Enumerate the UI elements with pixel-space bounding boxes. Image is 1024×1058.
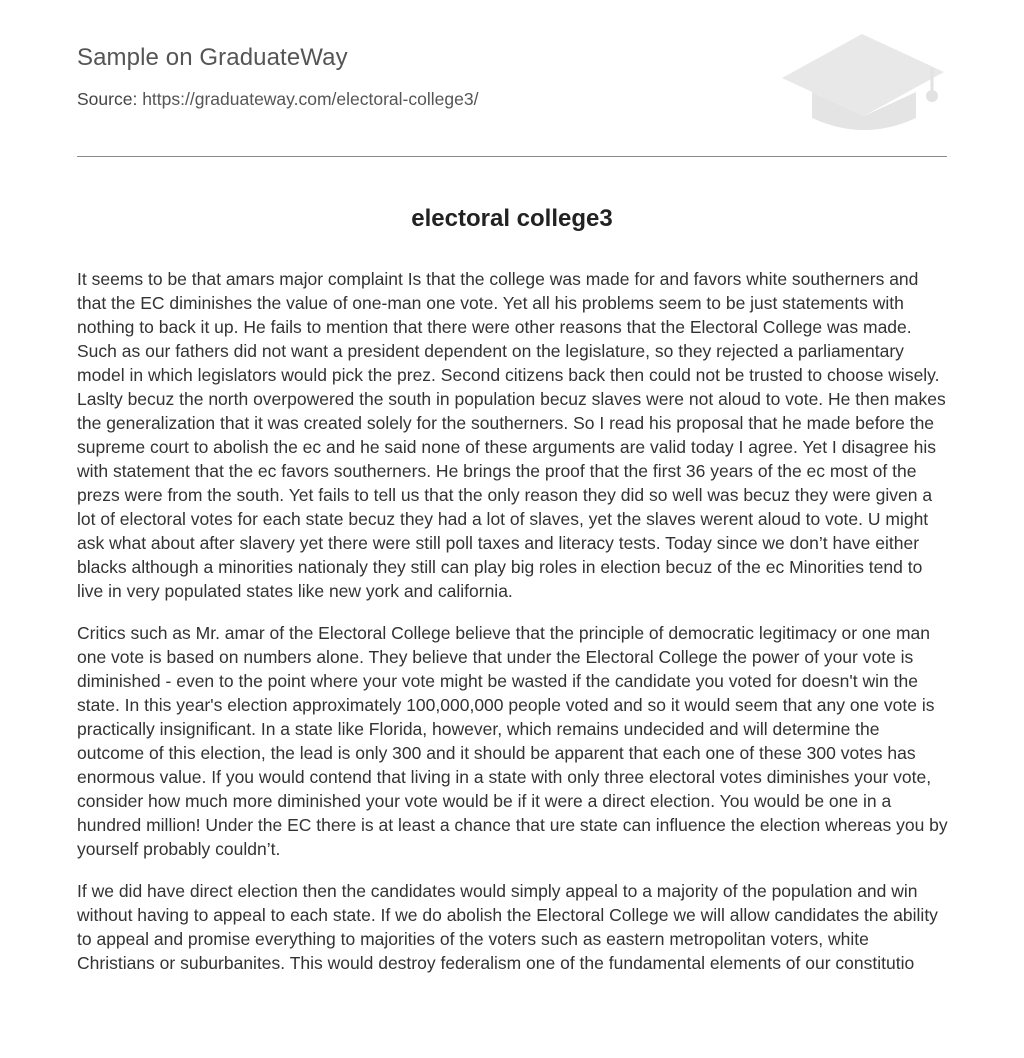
document-title: electoral college3	[411, 205, 613, 232]
site-title: Sample on GraduateWay	[77, 44, 348, 71]
source-label: Source:	[77, 89, 138, 109]
graduation-cap-icon	[782, 30, 948, 134]
document-body	[77, 267, 949, 993]
source-line	[77, 89, 478, 110]
source-link[interactable]: https://graduateway.com/electoral-college3/	[142, 89, 479, 109]
paragraph: If we did have direct election then the candidates would simply appeal to a majority of the population and win without having to appeal to each state. If we do abolish the Electoral College we will allow candidates the ability to appeal and promise everything to majorities of the voters such as eastern metropolitan voters, white Christians or suburbanites. This would destroy federalism one of the fundamental elements of our constitutio	[77, 881, 938, 973]
paragraph: It seems to be that amars major complaint Is that the college was made for and favors white southerners and that the EC diminishes the value of one-man one vote. Yet all his problems seem to be just statements with nothing to back it up. He fails to mention that there were other reasons that the Electoral College was made. Such as our fathers did not want a president dependent on the legislature, so they rejected a parliamentary model in which legislators would pick the prez. Second citizens back then could not be trusted to choose wisely. Laslty becuz the north overpowered the south in population becuz slaves were not aloud to vote. He then makes the generalization that it was created solely for the southerners. So I read his proposal that he made before the supreme court to abolish the ec and he said none of these arguments are valid today I agree. Yet I disagree his with statement that the ec favors southerners. He brings the proof that the first 36 years of the ec most of the prezs were from the south. Yet fails to tell us that the only reason they did so well was becuz they were given a lot of electoral votes for each state becuz they had a lot of slaves, yet the slaves werent aloud to vote. U might ask what about after slavery yet there were still poll taxes and literacy tests. Today since we don’t have either blacks although a minorities nationaly they still can play big roles in election becuz of the ec Minorities tend to live in very populated states like new york and california.	[77, 269, 946, 601]
paragraph: Critics such as Mr. amar of the Electoral College believe that the principle of democratic legitimacy or one man one vote is based on numbers alone. They believe that under the Electoral College the power of your vote is diminished - even to the point where your vote might be wasted if the candidate you voted for doesn't win the state. In this year's election approximately 100,000,000 people voted and so it would seem that any one vote is practically insignificant. In a state like Florida, however, which remains undecided and will determine the outcome of this election, the lead is only 300 and it should be apparent that each one of these 300 votes has enormous value. If you would contend that living in a state with only three electoral votes diminishes your vote, consider how much more diminished your vote would be if it were a direct election. You would be one in a hundred million! Under the EC there is at least a chance that ure state can influence the election whereas you by yourself probably couldn’t.	[77, 623, 948, 859]
page-header	[77, 0, 947, 157]
